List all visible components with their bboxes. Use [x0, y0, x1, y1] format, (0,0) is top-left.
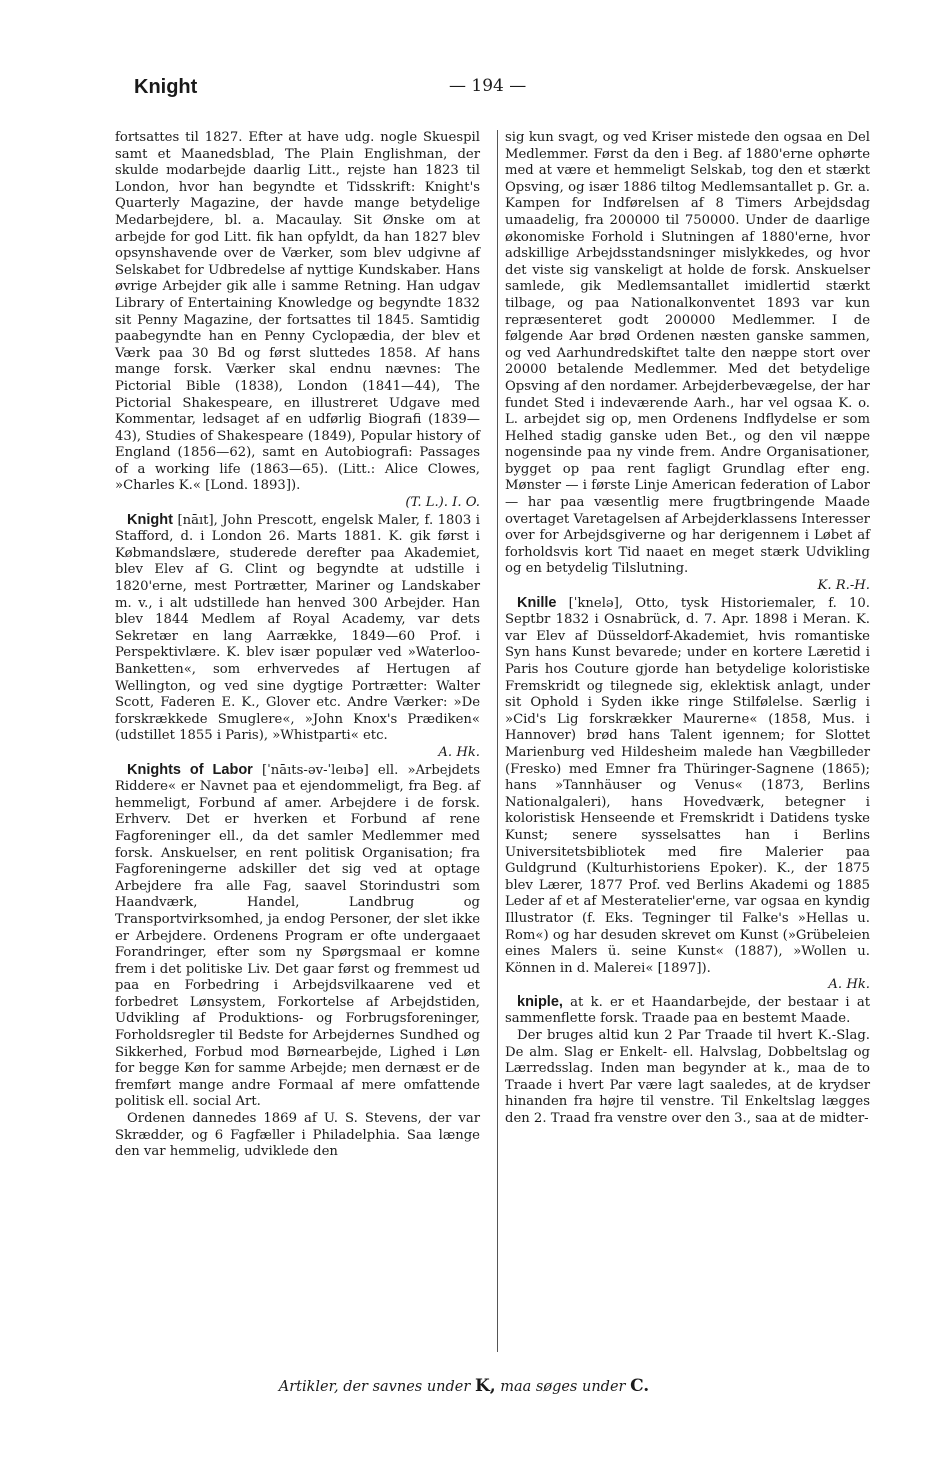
entry-headword: Knight	[127, 511, 173, 528]
footer-text: Artikler, der savnes under	[278, 1379, 471, 1395]
footer-letter-k: K,	[474, 1376, 496, 1396]
entry-headword: Knille	[517, 594, 557, 611]
page-footer	[0, 1376, 928, 1396]
paragraph: Ordenen dannedes 1869 af U. S. Stevens, der var Skrædder, og 6 Fagfæller i Philadelphia. Saa længe den var hemmelig, udviklede den	[115, 1111, 480, 1160]
entry-text: at k. er et Haandarbejde, der bestaar i at sammenflette forsk. Traade paa en bestemt Maade.	[505, 994, 870, 1027]
footer-text-2: maa søges under	[500, 1379, 626, 1395]
entry-headword: kniple,	[517, 993, 563, 1010]
right-column	[505, 130, 870, 1128]
page-number: — 194 —	[449, 76, 527, 96]
entry-headword: Knights of Labor	[127, 761, 253, 778]
paragraph: Der bruges altid kun 2 Par Traade til hvert K.-Slag. De alm. Slag er Enkelt- ell. Halvslag, Dobbeltslag og Lærredsslag. Inden man begynder at k., maa de to Traade i hvert Par være lagt saaledes, at de krydser hinanden fra højre til venstre. Til Enkeltslag lægges den 2. Traad fra venstre over den 3., saa at de midter-	[505, 1028, 870, 1127]
paragraph: fortsattes til 1827. Efter at have udg. nogle Skuespil samt et Maanedsblad, The Plain Englishman, der skulde modarbejde daarlig Litt., rejste han 1823 til London, hvor han begyndte et Tidsskrift: Knight's Quarterly Magazine, der havde mange betydelige Medarbejdere, bl. a. Macaulay. Sit Ønske om at arbejde for god Litt. fik han opfyldt, da han 1827 blev opsynshavende over de Værker, som blev udgivne af Selskabet for Udbredelse af nyttige Kundskaber. Hans øvrige Arbejder gik alle i samme Retning. Han udgav Library of Entertaining Knowledge og begyndte 1832 sit Penny Magazine, der fortsattes til 1845. Samtidig paabegyndte han en Penny Cyclopædia, der blev et Værk paa 30 Bd og først sluttedes 1858. Af hans mange forsk. Værker skal endnu nævnes: The Pictorial Bible (1838), London (1841—44), The Pictorial Shakespeare, en illustreret Udgave med Kommentar, ledsaget af en udførlig Biografi (1839—43), Studies of Shakespeare (1849), Popular history of England (1856—62), samt en Autobiografi: Passages of a working life (1863—65). (Litt.: Alice Clowes, »Charles K.« [Lond. 1893]).	[115, 130, 480, 494]
entry-knille	[505, 595, 870, 978]
signature: A. Hk.	[828, 977, 870, 993]
footer-letter-c: C.	[630, 1376, 650, 1396]
left-column	[115, 130, 480, 1161]
column-divider	[497, 130, 498, 1352]
paragraph: sig kun svagt, og ved Kriser mistede den ogsaa en Del Medlemmer. Først da den i Beg. af 1880'erne ophørte med at være et hemmeligt Selskab, tog den et stærkt Opsving, og især 1886 tiltog Medlemsantallet p. Gr. a. Kampen for Indførelsen af 8 Timers Arbejdsdag umaadelig, fra 200000 til 750000. Under de daarlige økonomiske Forhold i Slutningen af 1880'erne, hvor adskillige Arbejdsstandsninger mislykkedes, og hvor det viste sig vanskeligt at holde de forsk. Anskuelser samlede, gik Medlemsantallet imidlertid stærkt tilbage, og paa Nationalkonventet 1893 var kun repræsenteret godt 200000 Medlemmer. I de følgende Aar brød Ordenen næsten ganske sammen, og ved Aarhundredskiftet talte den næppe stort over 20000 betalende Medlemmer. Med det betydelige Opsving af den nordamer. Arbejderbevægelse, der har fundet Sted i indeværende Aarh., har vel ogsaa K. o. L. arbejdet sig op, men Ordenens Indflydelse er som Helhed stadig ganske uden Bet., og den vil næppe nogensinde paa ny vinde frem. Andre Organisationer, bygget op paa rent fagligt Grundlag efter eng. Mønster — i første Linje American federation of Labor — har paa væsentlig mere frugtbringende Maade overtaget Varetagelsen af Arbejderklassens Interesser over for Arbejdsgiverne og har derigennem i Løbet af forholdsvis kort Tid naaet en meget stærk Udvikling og en betydelig Tilslutning.	[505, 130, 870, 577]
entry-knights-of-labor	[115, 762, 480, 1111]
signature: (T. L.). I. O.	[405, 495, 480, 511]
page-header	[134, 76, 794, 108]
signature: A. Hk.	[438, 744, 480, 760]
running-head-word: Knight	[134, 76, 198, 98]
entry-text: [ˈknelə], Otto, tysk Historiemaler, f. 10. Septbr 1832 i Osnabrück, d. 7. Apr. 1898 i Meran. K. var Elev af Düsseldorf-Akademiet, hvis romantiske Syn hans Kunst bevarede; under en kortere Læretid i Paris hos Couture gjorde han betydelige koloristiske Fremskridt og tilegnede sig, eklektisk anlagt, under sit Ophold i Syden ikke ringe Stilfølelse. Særlig i »Cid's Lig forskrækker Maurerne« (1858, Mus. i Hannover) brød hans Talent igennem; for Slottet Marienburg ved Hildesheim malede han Vægbilleder (Fresko) med Emner fra Thüringer-Sagnene (1865); hans »Tannhäuser og Venus« (1873, Berlins Nationalgaleri), hans Hovedværk, betegner i koloristisk Henseende et Fremskridt i Datidens tyske Kunst; senere sysselsattes han i Berlins Universitetsbibliotek med fire Malerier paa Guldgrund (Kulturhistoriens Epoker). K., der 1875 blev Lærer, 1877 Prof. ved Berlins Akademi og 1885 Leder af et af Mesteratelier'erne, var ogsaa en kyndig Illustrator (f. Eks. Tegninger til Falke's »Hellas u. Rom«) og har desuden skrevet om Kunst (»Grübeleien eines Malers ü. seine Kunst« (1887), »Wollen u. Können in d. Malerei« [1897]).	[505, 595, 870, 976]
entry-knight-john-prescott	[115, 512, 480, 745]
entry-kniple	[505, 994, 870, 1028]
entry-text: [nāıt], John Prescott, engelsk Maler, f. 1803 i Stafford, d. i London 26. Marts 1881. K. gik først i Købmandslære, studerede derefter paa Akademiet, blev Elev af G. Clint og begyndte at udstille i 1820'erne, mest Portrætter, Mariner og Landskaber m. v., i alt udstillede han henved 300 Arbejder. Han blev 1844 Medlem af Royal Academy, var dets Sekretær en lang Aarrække, 1849—60 Prof. i Perspektivlære. K. blev især populær ved »Waterloo-Banketten«, som erhvervedes af Hertugen af Wellington, og ved sine dygtige Portrætter: Walter Scott, Faderen E. K., Glover etc. Andre Værker: »De forskrækkede Smuglere«, »John Knox's Prædiken« (udstillet 1855 i Paris), »Whistparti« etc.	[115, 512, 480, 744]
entry-text: [ˈnāıts-əv-ˈleıbə] ell. »Arbejdets Riddere« er Navnet paa et ejendommeligt, fra Beg. af hemmeligt, Forbund af amer. Arbejdere i de forsk. Erhverv. Det er hverken et Forbund af rene Fagforeninger ell., da det samler Medlemmer med forsk. Anskuelser, en rent politisk Organisation; fra Fagforeningerne adskiller det sig ved at optage Arbejdere fra alle Fag, saavel Storindustri som Haandværk, Handel, Landbrug og Transportvirksomhed, ja endog Personer, der slet ikke er Arbejdere. Ordenens Program er ofte undergaaet Forandringer, efter som ny Spørgsmaal er komne frem i det politiske Liv. Det gaar først og fremmest ud paa en Forbedring i Arbejdsvilkaarene ved et forbedret Lønsystem, Forkortelse af Arbejdstiden, Udvikling af Produktions- og Forbrugsforeninger, Forholdsregler til Bedste for Arbejdernes Sundhed og Sikkerhed, Forbud mod Børnearbejde, Lighed i Løn for begge Køn for samme Arbejde; men dernæst er de fremført mange andre Formaal af mere omfattende politisk ell. social Art.	[115, 762, 480, 1110]
signature: K. R.-H.	[817, 578, 870, 594]
